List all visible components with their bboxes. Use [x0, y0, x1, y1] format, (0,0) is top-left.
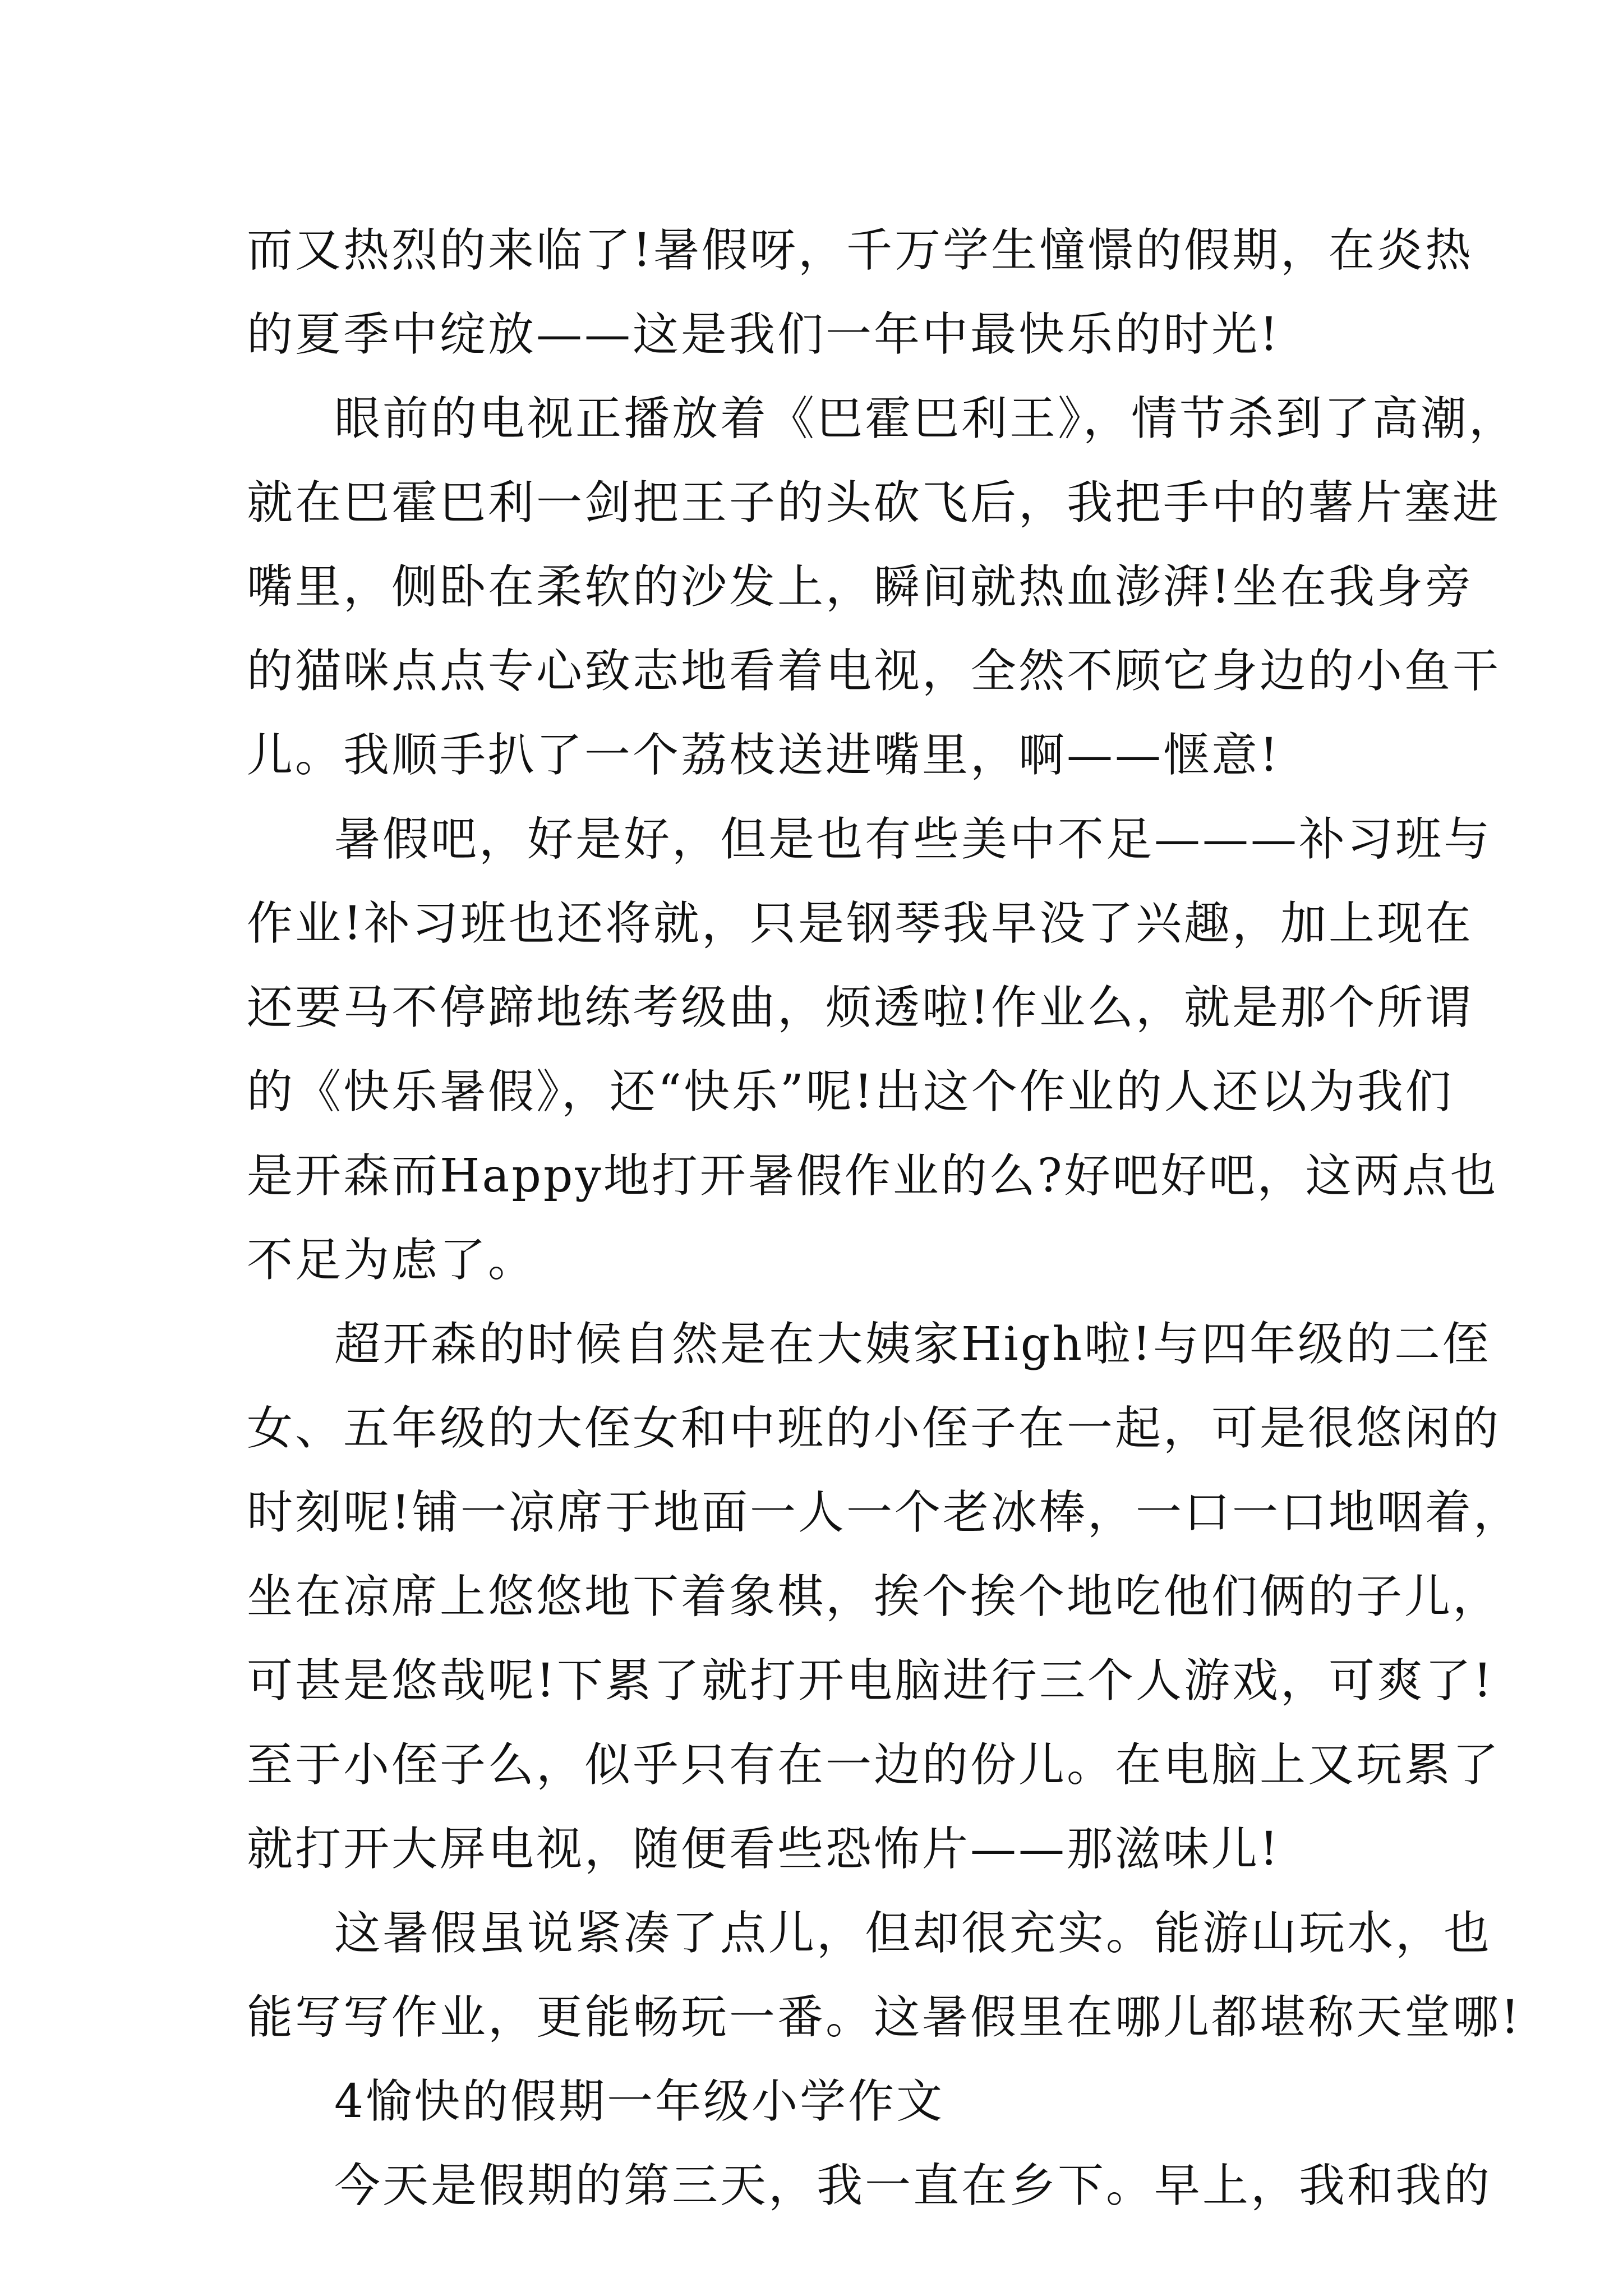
text-line: 就在巴霍巴利一剑把王子的头砍飞后，我把手中的薯片塞进 [247, 476, 1501, 530]
text-line: 是开森而Happy地打开暑假作业的么?好吧好吧，这两点也 [247, 1149, 1498, 1203]
text-line: 女、五年级的大侄女和中班的小侄子在一起，可是很悠闲的 [247, 1402, 1501, 1455]
text-line: 不足为虑了。 [247, 1234, 537, 1287]
paragraph-3 [247, 798, 1498, 1303]
section-heading [247, 2060, 1391, 2144]
text-line: 这暑假虽说紧凑了点儿，但却很充实。能游山玩水，也 [334, 1907, 1492, 1960]
text-line: 儿。我顺手扒了一个荔枝送进嘴里，啊——惬意! [247, 729, 1280, 782]
text-line: 暑假吧，好是好，但是也有些美中不足———补习班与 [334, 813, 1492, 866]
text-line: 嘴里，侧卧在柔软的沙发上，瞬间就热血澎湃!坐在我身旁 [247, 560, 1473, 614]
text-line: 4愉快的假期一年级小学作文 [334, 2075, 945, 2128]
paragraph-1 [247, 209, 1473, 377]
text-line: 超开森的时候自然是在大姨家High啦!与四年级的二侄 [334, 1318, 1491, 1371]
text-line: 时刻呢!铺一凉席于地面一人一个老冰棒，一口一口地咽着， [247, 1486, 1521, 1539]
paragraph-4 [247, 1303, 1521, 1892]
text-line: 的《快乐暑假》，还“快乐”呢!出这个作业的人还以为我们 [247, 1065, 1454, 1119]
text-line: 可甚是悠哉呢!下累了就打开电脑进行三个人游戏，可爽了! [247, 1654, 1494, 1708]
paragraph-7 [247, 2144, 1492, 2228]
paragraph-5 [247, 1892, 1521, 2060]
text-line: 眼前的电视正播放着《巴霍巴利王》，情节杀到了高潮， [334, 392, 1518, 445]
text-line: 的夏季中绽放——这是我们一年中最快乐的时光! [247, 308, 1280, 361]
text-line: 的猫咪点点专心致志地看着电视，全然不顾它身边的小鱼干 [247, 645, 1501, 698]
text-line: 而又热烈的来临了!暑假呀，千万学生憧憬的假期，在炎热 [247, 224, 1473, 277]
text-line: 能写写作业，更能畅玩一番。这暑假里在哪儿都堪称天堂哪! [247, 1991, 1521, 2044]
text-line: 坐在凉席上悠悠地下着象棋，挨个挨个地吃他们俩的子儿， [247, 1570, 1501, 1623]
paragraph-2 [247, 377, 1518, 798]
text-line: 就打开大屏电视，随便看些恐怖片——那滋味儿! [247, 1823, 1280, 1876]
text-line: 至于小侄子么，似乎只有在一边的份儿。在电脑上又玩累了 [247, 1738, 1501, 1792]
text-line: 还要马不停蹄地练考级曲，烦透啦!作业么，就是那个所谓 [247, 981, 1473, 1034]
text-line: 作业!补习班也还将就，只是钢琴我早没了兴趣，加上现在 [247, 897, 1473, 950]
text-line: 今天是假期的第三天，我一直在乡下。早上，我和我的 [334, 2159, 1492, 2212]
essay-body [247, 209, 1521, 2228]
